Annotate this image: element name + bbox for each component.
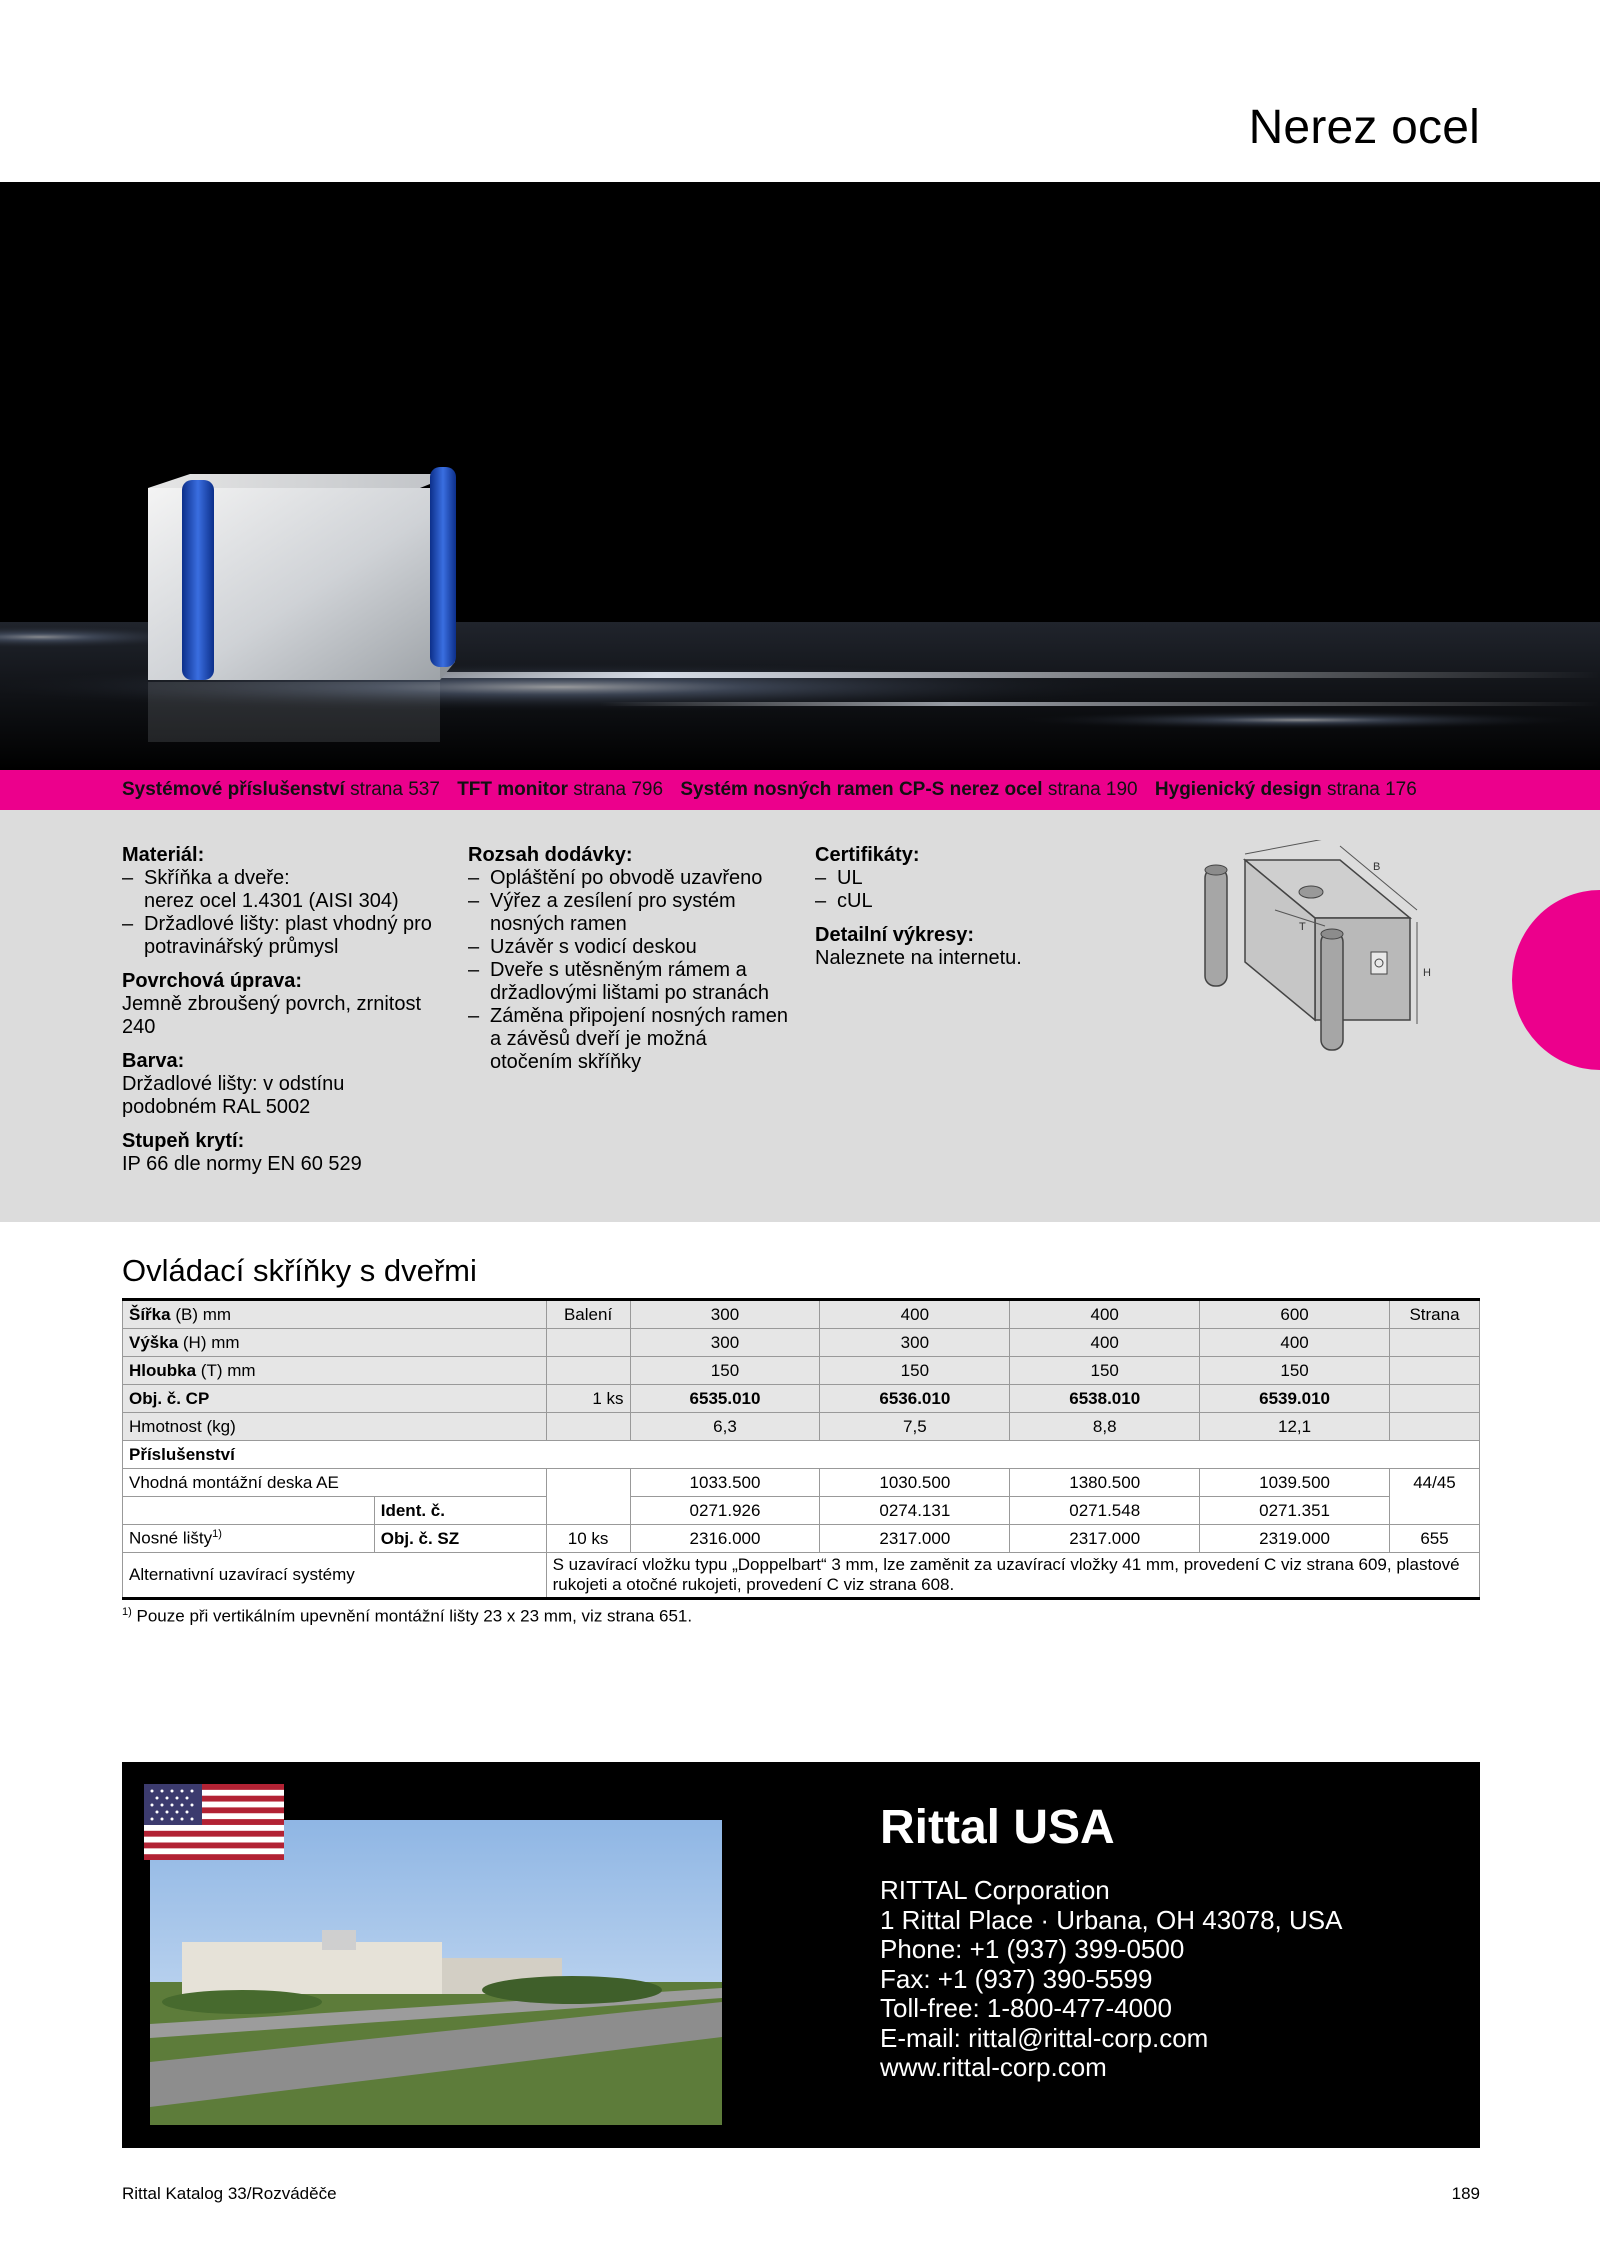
- scope-item: – Záměna připojení nosných ramen a závěsů dveří je možná otočením skříňky: [468, 1005, 790, 1074]
- strip-item-arm-system[interactable]: Systém nosných ramen CP-S nerez ocel strana 190: [680, 779, 1138, 800]
- strip-item-tft[interactable]: TFT monitor strana 796: [457, 779, 664, 800]
- product-table: [122, 1298, 1480, 1600]
- color-heading: Barva:: [122, 1050, 185, 1072]
- surface-heading: Povrchová úprava:: [122, 970, 303, 992]
- cross-reference-strip: [0, 770, 1600, 810]
- hero-image: [0, 182, 1600, 770]
- material-item: – Držadlové lišty: plast vhodný pro potravinářský průmysl: [122, 913, 442, 959]
- table-row: Hloubka (T) mm 150 150 150 150: [123, 1357, 1480, 1385]
- scope-heading: Rozsah dodávky:: [468, 844, 633, 866]
- dim-label-t: T: [1299, 921, 1306, 933]
- scope-item: – Dveře s utěsněným rámem a držadlovými lištami po stranách: [468, 959, 790, 1005]
- table-row: Vhodná montážní deska AE 1033.500 1030.500 1380.500 1039.500 44/45: [123, 1469, 1480, 1497]
- magenta-tab: [1512, 890, 1600, 1070]
- company-website-link[interactable]: www.rittal-corp.com: [880, 2052, 1107, 2082]
- scope-item: – Výřez a zesílení pro systém nosných ramen: [468, 890, 790, 936]
- table-footnote: $^{1)}$ Pouze při vertikálním upevnění montážní lišty 23 x 23 mm, viz strana 651.: [122, 1606, 693, 1626]
- table-row: Ident. č. 0271.926 0274.131 0271.548 0271.351: [123, 1497, 1480, 1525]
- table-row-order: Obj. č. CP 1 ks 6535.010 6536.010 6538.010 6539.010: [123, 1385, 1480, 1413]
- table-row: Hmotnost (kg) 6,3 7,5 8,8 12,1: [123, 1413, 1480, 1441]
- spec-column-material: [122, 844, 442, 1187]
- surface-text: Jemně zbroušený povrch, zrnitost 240: [122, 993, 422, 1038]
- spec-column-certs: [815, 844, 1115, 981]
- page-number: 189: [1451, 2184, 1480, 2203]
- strip-item-accessories[interactable]: Systémové příslušenství strana 537: [122, 779, 440, 800]
- material-item: – Skříňka a dveře: nerez ocel 1.4301 (AISI 304): [122, 867, 442, 913]
- drawings-heading: Detailní výkresy:: [815, 924, 974, 946]
- cert-item: – cUL: [815, 890, 1115, 913]
- page-title: Nerez ocel: [1248, 101, 1480, 154]
- company-fax: Fax: +1 (937) 390-5599: [880, 1963, 1153, 1994]
- product-photo: [0, 182, 1600, 770]
- order-number[interactable]: 6535.010: [630, 1385, 820, 1413]
- cabinet-drawing: [1185, 840, 1455, 1070]
- protection-heading: Stupeň krytí:: [122, 1130, 245, 1152]
- scope-item: – Uzávěr s vodicí deskou: [468, 936, 790, 959]
- dim-label-b: B: [1373, 861, 1381, 873]
- rittal-usa-title: Rittal USA: [880, 1801, 1115, 1854]
- dim-label-h: H: [1423, 967, 1431, 979]
- table-row: Alternativní uzavírací systémy S uzavírací vložku typu „Doppelbart“ 3 mm, lze zaměnit za uzavírací vložky 41 mm, provedení C viz strana 609, plastové rukojeti a otočné rukojeti, provedení C viz strana 608.: [123, 1553, 1480, 1599]
- spec-column-scope: [468, 844, 790, 1085]
- drawings-text: Naleznete na internetu.: [815, 947, 1022, 969]
- footer-catalog: Rittal Katalog 33/Rozváděče: [122, 2184, 337, 2203]
- protection-text: IP 66 dle normy EN 60 529: [122, 1153, 362, 1175]
- spec-panel: [0, 810, 1600, 1222]
- strip-item-hygienic[interactable]: Hygienický design strana 176: [1154, 779, 1417, 800]
- table-row-accessories-header: Příslušenství: [123, 1441, 1480, 1469]
- rittal-usa-contact: [880, 1876, 1342, 2083]
- material-heading: Materiál:: [122, 844, 205, 866]
- table-row: Výška (H) mm 300 300 400 400: [123, 1329, 1480, 1357]
- us-flag-icon: [144, 1784, 284, 1860]
- scope-item: – Opláštění po obvodě uzavřeno: [468, 867, 790, 890]
- order-number[interactable]: 6538.010: [1010, 1385, 1200, 1413]
- section-title: Ovládací skříňky s dveřmi: [122, 1253, 477, 1288]
- table-row: Šířka (B) mm Balení 300 400 400 600 Strana: [123, 1300, 1480, 1329]
- table-row: Nosné lišty$^{1)}$ Obj. č. SZ 10 ks 2316.000 2317.000 2317.000 2319.000 655: [123, 1525, 1480, 1553]
- order-number[interactable]: 6539.010: [1200, 1385, 1390, 1413]
- cert-item: – UL: [815, 867, 1115, 890]
- company-name: RITTAL Corporation: [880, 1875, 1110, 1905]
- rittal-usa-box: [122, 1762, 1480, 2148]
- company-address: 1 Rittal Place · Urbana, OH 43078, USA: [880, 1904, 1343, 1935]
- color-text: Držadlové lišty: v odstínu podobném RAL 5002: [122, 1073, 345, 1118]
- company-phone[interactable]: Phone: +1 (937) 399-0500: [880, 1934, 1185, 1964]
- order-number[interactable]: 6536.010: [820, 1385, 1010, 1413]
- cert-heading: Certifikáty:: [815, 844, 920, 866]
- company-email-link[interactable]: E-mail: rittal@rittal-corp.com: [880, 2022, 1209, 2053]
- company-tollfree[interactable]: Toll-free: 1-800-477-4000: [880, 1993, 1172, 2023]
